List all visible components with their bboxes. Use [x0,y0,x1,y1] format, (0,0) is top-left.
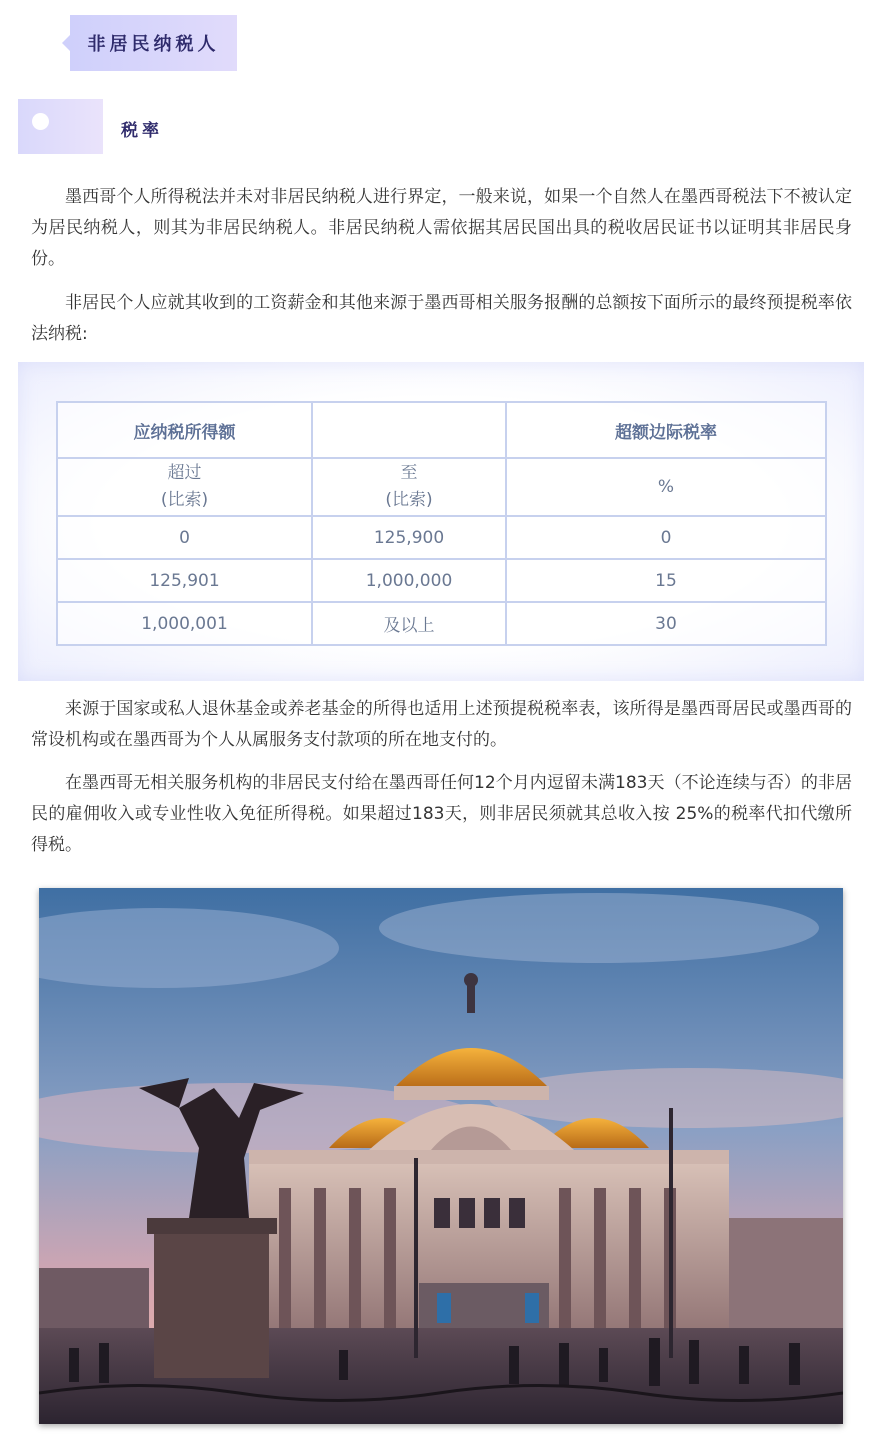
unit-to-cell [312,458,506,516]
header-empty [312,402,506,458]
tax-rate-table [56,401,827,646]
subsection-title: 税率 [121,121,163,141]
header-taxable-income: 应纳税所得额 [57,402,312,458]
paragraph-183-day-rule: 在墨西哥无相关服务机构的非居民支付给在墨西哥任何12个月内逗留未满183天（不论连续与否）的非居民的雇佣收入或专业性收入免征所得税。如果超过183天，则非居民须就其总收入按 25%的税率代扣代缴所得税。 [31,773,852,855]
row-to-value: 1,000,000 [312,559,506,602]
row-over-value: 125,901 [57,559,312,602]
table-row [57,602,826,645]
section-title-tag [70,15,237,71]
tag-notch [62,35,70,51]
unit-over-cell [57,458,312,516]
paragraph-pension-income: 来源于国家或私人退休基金或养老基金的所得也适用上述预提税税率表，该所得是墨西哥居民或墨西哥的常设机构或在墨西哥为个人从属服务支付款项的所在地支付的。 [31,699,852,750]
table-row [57,516,826,559]
row-over-value: 0 [57,516,312,559]
row-rate-value: 0 [506,516,826,559]
circle-icon [32,113,49,130]
unit-percent-cell: % [506,458,826,516]
paragraph-withholding-intro: 非居民个人应就其收到的工资薪金和其他来源于墨西哥相关服务报酬的总额按下面所示的最终预提税率依法纳税: [31,293,852,344]
unit-over-label: 超过 [167,463,202,483]
row-rate-value: 15 [506,559,826,602]
row-to-value: 及以上 [312,602,506,645]
unit-to-currency: (比索) [385,490,433,510]
unit-over-currency: (比索) [160,490,209,510]
page-title: 非居民纳税人 [87,34,220,55]
paragraph-nonresident-definition: 墨西哥个人所得税法并未对非居民纳税人进行界定，一般来说，如果一个自然人在墨西哥税法下不被认定为居民纳税人，则其为非居民纳税人。非居民纳税人需依据其居民国出具的税收居民证书以证明其非居民身份。 [31,187,852,269]
table-header-row [57,402,826,458]
photo-illustration [39,888,843,1424]
unit-to-label: 至 [400,463,418,483]
table-unit-row [57,458,826,516]
header-marginal-rate: 超额边际税率 [506,402,826,458]
row-rate-value: 30 [506,602,826,645]
tax-rate-table-panel [18,362,864,681]
table-row [57,559,826,602]
row-over-value: 1,000,001 [57,602,312,645]
palacio-bellas-artes-photo [39,888,843,1424]
subtitle-decoration [18,99,103,154]
row-to-value: 125,900 [312,516,506,559]
